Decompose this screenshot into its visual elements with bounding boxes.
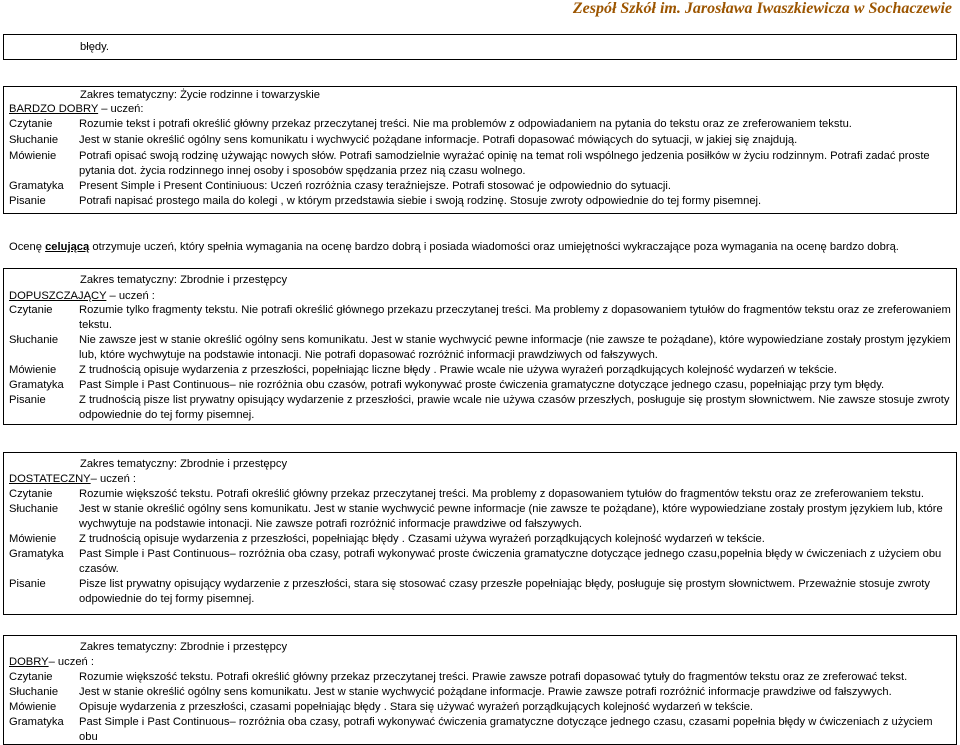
row-label: Czytanie xyxy=(9,304,53,316)
grade-title: DOSTATECZNY xyxy=(9,473,91,485)
grade-dostateczny xyxy=(9,472,136,486)
grade-suffix: – uczeń : xyxy=(106,290,155,302)
row-text: Past Simple i Past Continuous– nie rozróżnia obu czasów, potrafi wykonywać proste ćwiczenia gramatyczne dotyczące jednego czasu, popełniając przy tym błędy. xyxy=(79,379,885,391)
row-text: Jest w stanie określić ogólny sens komunikatu. Jest w stanie wychwycić pewne informacje (nie zawsze te pożądane), które wypowiedziane zostały prostym językiem lub, które wychwytuje na podstawie intonacji. Nie zawsze potrafi rozróżnić informacje prawdziwe od fałszywych. xyxy=(79,503,943,530)
topic-bardzo-dobry: Zakres tematyczny: Życie rodzinne i towarzyskie xyxy=(80,89,320,101)
top-fragment-box xyxy=(3,34,957,60)
row-text: Z trudnością opisuje wydarzenia z przeszłości, popełniając liczne błędy . Prawie wcale nie używa wyrażeń porządkujących kolejność wydarzeń w tekście. xyxy=(79,364,837,376)
row-text: Z trudnością pisze list prywatny opisujący wydarzenie z przeszłości, prawie wcale nie używa czasów przeszłych, posługuje się prostym słownictwem. Nie zawsze stosuje zwroty odpowiednie do tej formy pisemnej. xyxy=(79,394,950,421)
row-text: Past Simple i Past Continuous– rozróżnia oba czasy, potrafi wykonywać ćwiczenia gramatyczne dotyczące jednego czasu, czasami popełnia błędy w ćwiczeniach z użyciem obu xyxy=(79,716,933,743)
school-header: Zespół Szkół im. Jarosława Iwaszkiewicza w Sochaczewie xyxy=(572,0,952,17)
celujaca-after: otrzymuje uczeń, który spełnia wymagania na ocenę bardzo dobrą i posiada wiadomości oraz umiejętności wykraczające poza wymagania na ocenę bardzo dobrą. xyxy=(89,241,899,253)
grade-suffix: – uczeń : xyxy=(90,473,137,485)
row-text: Potrafi opisać swoją rodzinę używając nowych słów. Potrafi samodzielnie wyrażać opinię na temat roli wspólnego jedzenia posiłków w życiu rodzinnym. Potrafi zadać proste pytania dot. życia rodzinnego innej osoby i sposobów spędzania przez nią czasu wolnego. xyxy=(79,150,930,177)
row-label: Czytanie xyxy=(9,118,53,130)
row-text: Rozumie tylko fragmenty tekstu. Nie potrafi określić głównego przekazu przeczytanej treści. Ma problemy z dopasowaniem tytułów do fragmentów tekstu oraz ze zreferowaniem tekstu. xyxy=(79,304,951,331)
grade-title: DOBRY xyxy=(9,656,49,668)
row-label: Mówienie xyxy=(9,701,57,713)
row-label: Słuchanie xyxy=(9,686,59,698)
grade-title: DOPUSZCZAJĄCY xyxy=(9,290,107,302)
row-text: Present Simple i Present Continiuous: Uczeń rozróżnia czasy teraźniejsze. Potrafi stosować je odpowiednio do sytuacji. xyxy=(79,180,671,192)
row-label: Mówienie xyxy=(9,533,57,545)
grade-dopuszczajacy xyxy=(9,289,155,303)
row-label: Gramatyka xyxy=(9,716,64,728)
row-label: Pisanie xyxy=(9,578,46,590)
row-label: Słuchanie xyxy=(9,134,59,146)
row-text: Z trudnością opisuje wydarzenia z przeszłości, popełniając błędy . Czasami używa wyrażeń porządkujących kolejność wydarzeń w tekście. xyxy=(79,533,765,545)
row-text: Potrafi napisać prostego maila do kolegi , w którym przedstawia siebie i swoją rodzinę. Stosuje zwroty odpowiednie do tej formy pisemnej. xyxy=(79,195,762,207)
row-label: Czytanie xyxy=(9,671,53,683)
row-label: Słuchanie xyxy=(9,503,59,515)
row-label: Mówienie xyxy=(9,150,57,162)
row-label: Pisanie xyxy=(9,195,46,207)
celujaca-before: Ocenę xyxy=(9,241,46,253)
celujaca-bold: celującą xyxy=(45,241,90,253)
row-label: Czytanie xyxy=(9,488,53,500)
row-text: Past Simple i Past Continuous– rozróżnia oba czasy, potrafi wykonywać proste ćwiczenia gramatyczne dotyczące jednego czasu,popełnia błędy w ćwiczeniach z użyciem obu czasów. xyxy=(79,548,942,575)
row-text: Rozumie większość tekstu. Potrafi określić główny przekaz przeczytanej treści. Ma problemy z dopasowaniem tytułów do fragmentów tekstu oraz ze zreferowaniem tekstu. xyxy=(79,488,925,500)
row-label: Mówienie xyxy=(9,364,57,376)
grade-suffix: – uczeń : xyxy=(48,656,94,668)
row-label: Gramatyka xyxy=(9,180,64,192)
row-label: Pisanie xyxy=(9,394,46,406)
row-label: Słuchanie xyxy=(9,334,59,346)
row-text: Opisuje wydarzenia z przeszłości, czasami popełniając błędy . Stara się używać wyrażeń porządkujących kolejność wydarzeń w tekście. xyxy=(79,701,754,713)
row-text: Jest w stanie określić ogólny sens komunikatu i wychwycić pożądane informacje. Potrafi dopasować mówiących do sytuacji, w jakiej się znajdują. xyxy=(79,134,798,146)
top-fragment-text: błędy. xyxy=(80,41,110,53)
row-text: Rozumie tekst i potrafi określić główny przekaz przeczytanej treści. Nie ma problemów z odpowiadaniem na pytania do tekstu oraz ze zreferowaniem tekstu. xyxy=(79,118,852,130)
grade-title: BARDZO DOBRY xyxy=(9,103,99,115)
grade-suffix: – uczeń: xyxy=(98,103,144,115)
row-text: Pisze list prywatny opisujący wydarzenie z przeszłości, stara się stosować czasy przeszłe popełniając błędy, posługuje się prostym słownictwem. Przeważnie stosuje zwroty odpowiednie do tej formy pisemnej. xyxy=(79,578,931,605)
row-label: Gramatyka xyxy=(9,548,64,560)
celujaca-paragraph xyxy=(9,240,899,254)
row-text: Rozumie większość tekstu. Potrafi określić główny przekaz przeczytanej treści. Prawie zawsze potrafi dopasować tytuły do fragmentów tekstu oraz ze zreferować tekst. xyxy=(79,671,908,683)
row-text: Jest w stanie określić ogólny sens komunikatu. Jest w stanie wychwycić pożądane informacje. Prawie zawsze potrafi rozróżnić informacje prawdziwe od fałszywych. xyxy=(79,686,892,698)
topic-dobry: Zakres tematyczny: Zbrodnie i przestępcy xyxy=(80,641,288,653)
grade-dobry xyxy=(9,655,94,669)
row-text: Nie zawsze jest w stanie określić ogólny sens komunikatu. Jest w stanie wychwycić pewne informacje (nie zawsze te pożądane), które wypowiedziane zostały prostym językiem lub, które wychwytuje na podstawie intonacji. Nie potrafi dopasować rozróżnić informacji prawdziwych od fałszywych. xyxy=(79,334,951,361)
topic-dopuszczajacy: Zakres tematyczny: Zbrodnie i przestępcy xyxy=(80,274,288,286)
grade-bardzo-dobry xyxy=(9,102,144,116)
topic-dostateczny: Zakres tematyczny: Zbrodnie i przestępcy xyxy=(80,458,288,470)
row-label: Gramatyka xyxy=(9,379,64,391)
